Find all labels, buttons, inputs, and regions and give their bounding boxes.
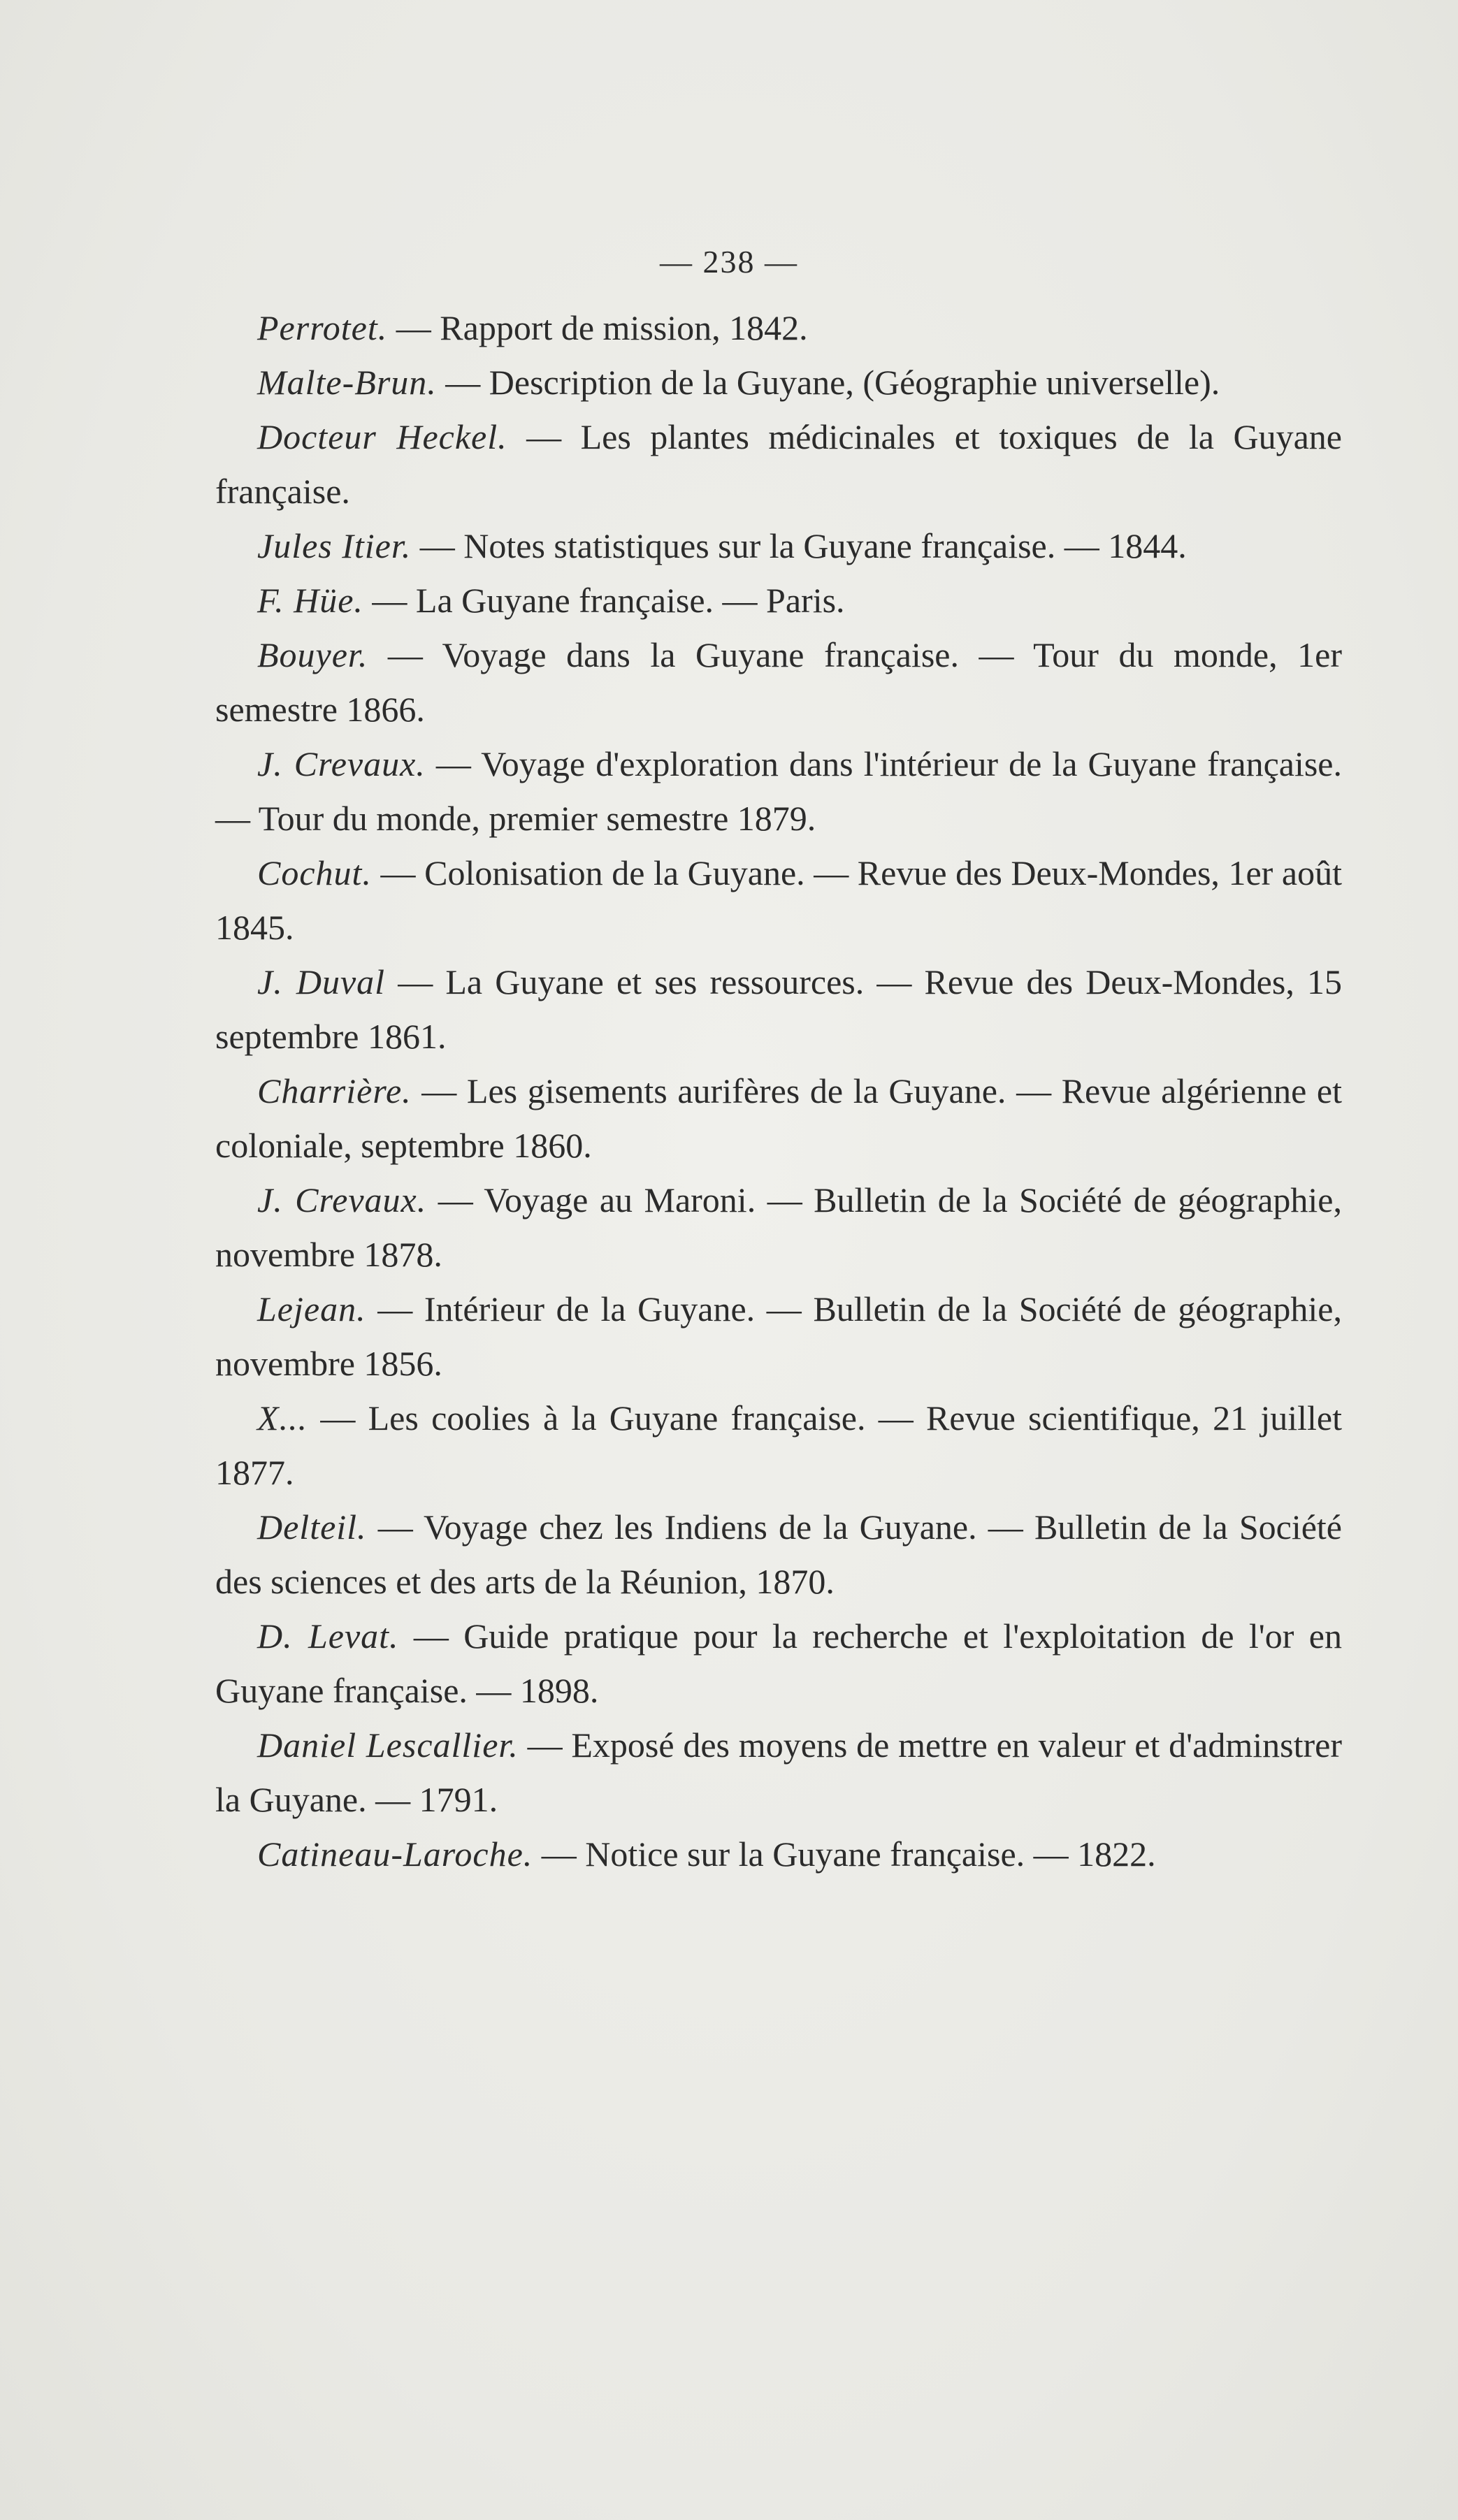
entry-author: D. Levat. bbox=[257, 1616, 399, 1656]
entry-text: — Intérieur de la Guyane. — Bulletin de la Société de géographie, novembre 1856. bbox=[215, 1289, 1342, 1383]
entry-text: — Les plantes médicinales et toxiques de la Guyane française. bbox=[215, 417, 1342, 511]
entry-author: Bouyer. bbox=[257, 635, 368, 674]
bibliography-entry bbox=[215, 410, 1342, 519]
entry-text: — Les coolies à la Guyane française. — Revue scientifique, 21 juillet 1877. bbox=[215, 1398, 1342, 1492]
bibliography-entry bbox=[215, 1282, 1342, 1391]
bibliography-entry bbox=[215, 1718, 1342, 1827]
entry-text: — Voyage dans la Guyane française. — Tour du monde, 1er semestre 1866. bbox=[215, 635, 1342, 729]
bibliography-entry bbox=[215, 355, 1342, 410]
entry-text: — Voyage au Maroni. — Bulletin de la Société de géographie, novembre 1878. bbox=[215, 1180, 1342, 1274]
entry-author: Perrotet. bbox=[257, 308, 388, 347]
bibliography-entry bbox=[215, 628, 1342, 737]
entry-text: — Voyage chez les Indiens de la Guyane. — Bulletin de la Société des sciences et des arts de la Réunion, 1870. bbox=[215, 1507, 1342, 1601]
entry-text: — Les gisements aurifères de la Guyane. — Revue algérienne et coloniale, septembre 1860. bbox=[215, 1071, 1342, 1165]
entry-text: — Exposé des moyens de mettre en valeur et d'adminstrer la Guyane. — 1791. bbox=[215, 1725, 1342, 1819]
entry-author: Cochut. bbox=[257, 853, 372, 892]
entry-text: — Notice sur la Guyane française. — 1822. bbox=[533, 1834, 1156, 1874]
entry-author: J. Duval bbox=[257, 962, 386, 1001]
bibliography-entry bbox=[215, 1173, 1342, 1282]
entry-author: F. Hüe. bbox=[257, 581, 363, 620]
entry-text: — Voyage d'exploration dans l'intérieur de la Guyane française. — Tour du monde, premier semestre 1879. bbox=[215, 744, 1342, 838]
bibliography-entry bbox=[215, 737, 1342, 846]
entry-author: Charrière. bbox=[257, 1071, 412, 1110]
entry-author: Lejean. bbox=[257, 1289, 366, 1328]
entry-text: — Notes statistiques sur la Guyane française. — 1844. bbox=[411, 526, 1187, 565]
bibliography-entry bbox=[215, 1609, 1342, 1718]
entry-text: — La Guyane française. — Paris. bbox=[363, 581, 845, 620]
entry-author: Jules Itier. bbox=[257, 526, 412, 565]
page-number: — 238 — bbox=[660, 244, 798, 280]
entry-author: J. Crevaux. bbox=[257, 1180, 427, 1219]
bibliography-entry bbox=[215, 573, 1342, 628]
entry-author: Delteil. bbox=[257, 1507, 367, 1547]
entry-author: J. Crevaux. bbox=[257, 744, 426, 783]
entry-text: — Description de la Guyane, (Géographie universelle). bbox=[436, 363, 1220, 402]
entry-author: X... bbox=[257, 1398, 308, 1438]
entry-text: — Guide pratique pour la recherche et l'exploitation de l'or en Guyane française. — 1898. bbox=[215, 1616, 1342, 1710]
bibliography-entry bbox=[215, 1391, 1342, 1500]
entry-author: Malte-Brun. bbox=[257, 363, 437, 402]
entry-author: Catineau-Laroche. bbox=[257, 1834, 533, 1874]
bibliography-entry bbox=[215, 955, 1342, 1064]
entry-author: Docteur Heckel. bbox=[257, 417, 507, 456]
bibliography-entry bbox=[215, 1064, 1342, 1173]
bibliography-list bbox=[215, 300, 1342, 1881]
bibliography-entry bbox=[215, 300, 1342, 355]
entry-text: — Rapport de mission, 1842. bbox=[387, 308, 808, 347]
bibliography-entry bbox=[215, 1827, 1342, 1881]
entry-text: — Colonisation de la Guyane. — Revue des Deux-Mondes, 1er août 1845. bbox=[215, 853, 1342, 947]
bibliography-entry bbox=[215, 846, 1342, 955]
bibliography-entry bbox=[215, 1500, 1342, 1609]
bibliography-entry bbox=[215, 519, 1342, 573]
entry-text: — La Guyane et ses ressources. — Revue des Deux-Mondes, 15 septembre 1861. bbox=[215, 962, 1342, 1056]
entry-author: Daniel Lescallier. bbox=[257, 1725, 519, 1765]
